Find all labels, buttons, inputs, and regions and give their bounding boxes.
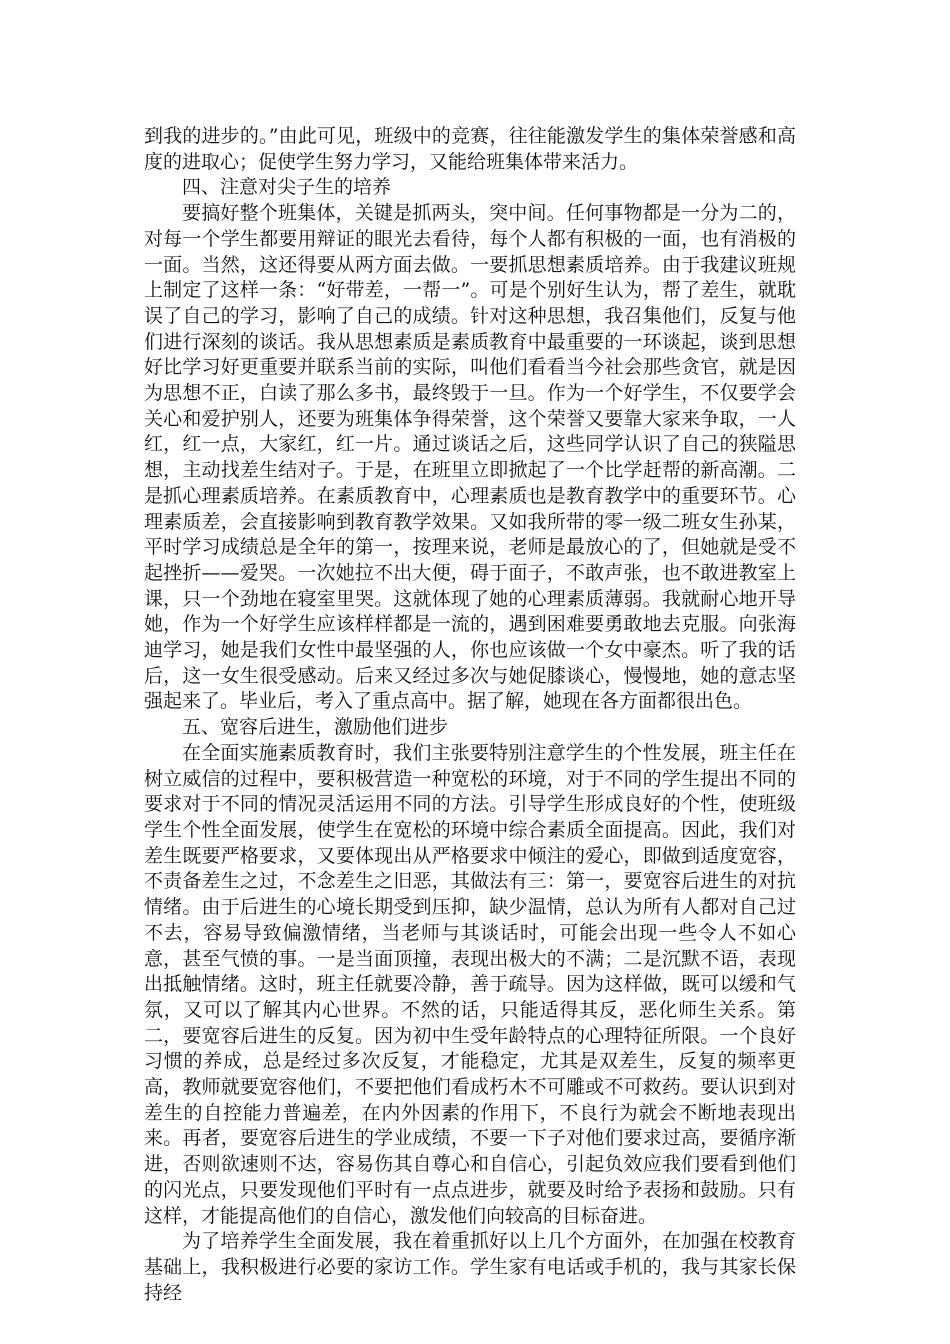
paragraph-top-students: 要搞好整个班集体，关键是抓两头，突中间。任何事物都是一分为二的，对每一个学生都要用辩证的眼光去看待，每个人都有积极的一面，也有消极的一面。当然，这还得要从两方面去做。一要抓思想素质培养。由于我建议班规上制定了这样一条：“好带差，一帮一”。可是个别好生认为，帮了差生，就耽误了自己的学习，影响了自己的成绩。针对这种思想，我召集他们，反复与他们进行深刻的谈话。我从思想素质是素质教育中最重要的一环谈起，谈到思想好比学习好更重要并联系当前的实际，叫他们看看当今社会那些贪官，就是因为思想不正，白读了那么多书，最终毁于一旦。作为一个好学生，不仅要学会关心和爱护别人，还要为班集体争得荣誉，这个荣誉又要靠大家来争取，一人红，红一点，大家红，红一片。通过谈话之后，这些同学认识了自己的狭隘思想，主动找差生结对子。于是，在班里立即掀起了一个比学赶帮的新高潮。二是抓心理素质培养。在素质教育中，心理素质也是教育教学中的重要环节。心理素质差，会直接影响到教育教学效果。又如我所带的零一级二班女生孙某，平时学习成绩总是全年的第一，按理来说，老师是最放心的了，但她就是受不起挫折——爱哭。一次她拉不出大便，碍于面子，不敢声张，也不敢进教室上课，只一个劲地在寝室里哭。这就体现了她的心理素质薄弱。我就耐心地开导她，作为一个好学生应该样样都是一流的，遇到困难要勇敢地去克服。向张海迪学习，她是我们女性中最坚强的人，你也应该做一个女中豪杰。听了我的话后，这一女生很受感动。后来又经过多次与她促膝谈心，慢慢地，她的意志坚强起来了。毕业后，考入了重点高中。据了解，她现在各方面都很出色。 [144, 202, 796, 713]
section-heading-4: 四、注意对尖子生的培养 [182, 176, 392, 199]
document-body [144, 124, 796, 1306]
section-heading-5: 五、宽容后进生，激励他们进步 [182, 716, 449, 739]
paragraph-continuation: 到我的进步的。”由此可见，班级中的竞赛，往往能激发学生的集体荣誉感和高度的进取心；促使学生努力学习，又能给班集体带来活力。 [144, 125, 796, 173]
paragraph-home-visits: 为了培养学生全面发展，我在着重抓好以上几个方面外，在加强在校教育基础上，我积极进行必要的家访工作。学生家有电话或手机的，我与其家长保持经 [144, 1230, 796, 1304]
paragraph-struggling-students: 在全面实施素质教育时，我们主张要特别注意学生的个性发展，班主任在树立威信的过程中，要积极营造一种宽松的环境，对于不同的学生提出不同的要求对于不同的情况灵活运用不同的方法。引导学生形成良好的个性，使班级学生个性全面发展，使学生在宽松的环境中综合素质全面提高。因此，我们对差生既要严格要求，又要体现出从严格要求中倾注的爱心，即做到适度宽容，不责备差生之过，不念差生之旧恶，其做法有三：第一，要宽容后进生的对抗情绪。由于后进生的心境长期受到压抑，缺少温情，总认为所有人都对自己过不去，容易导致偏激情绪，当老师与其谈话时，可能会出现一些令人不如心意，甚至气愤的事。一是当面顶撞，表现出极大的不满；二是沉默不语，表现出抵触情绪。这时，班主任就要冷静，善于疏导。因为这样做，既可以缓和气氛，又可以了解其内心世界。不然的话，只能适得其反，恶化师生关系。第二，要宽容后进生的反复。因为初中生受年龄特点的心理特征所限。一个良好习惯的养成，总是经过多次反复，才能稳定，尤其是双差生，反复的频率更高，教师就要宽容他们，不要把他们看成朽木不可雕或不可救药。要认识到对差生的自控能力普遍差，在内外因素的作用下，不良行为就会不断地表现出来。再者，要宽容后进生的学业成绩，不要一下子对他们要求过高，要循序渐进，否则欲速则不达，容易伤其自尊心和自信心，引起负效应我们要看到他们的闪光点，只要发现他们平时有一点点进步，就要及时给予表扬和鼓励。只有这样，才能提高他们的自信心，激发他们向较高的目标奋进。 [144, 741, 796, 1227]
